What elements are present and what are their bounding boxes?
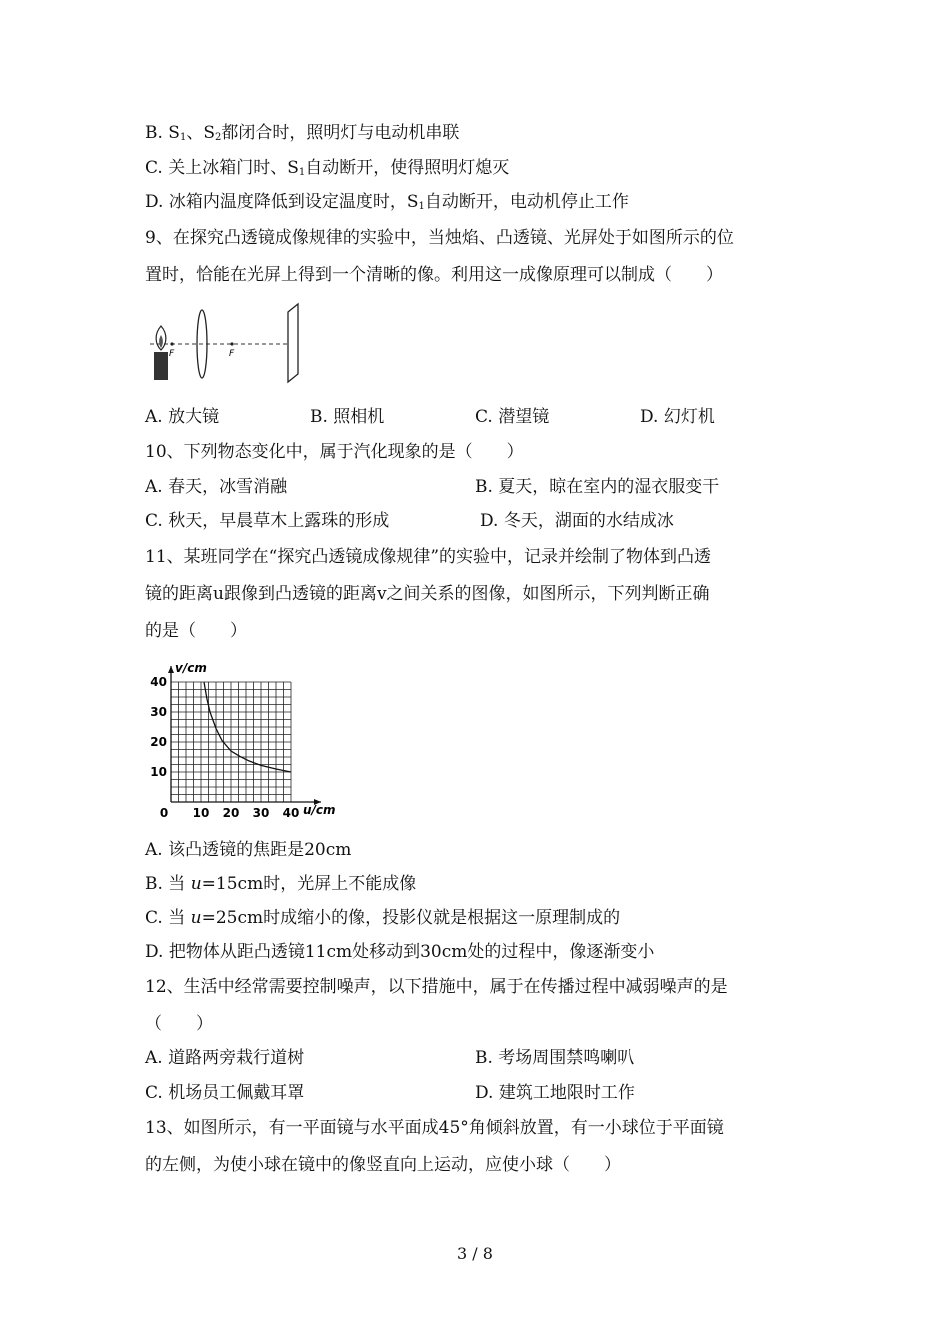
q10-option-a: A. 春天，冰雪消融 [145,477,288,497]
y-tick-label: 30 [150,705,167,719]
q8-option-d-rest: 自动断开，电动机停止工作 [424,192,629,212]
focal-label-left: F [169,349,175,359]
q9-option-a: A. 放大镜 [145,407,220,427]
q12-stem-line-1: 12、生活中经常需要控制噪声，以下措施中，属于在传播过程中减弱噪声的是 [145,977,728,997]
focal-point-right [230,342,233,345]
page-number: 3 / 8 [457,1244,493,1263]
q9-option-b: B. 照相机 [310,407,385,427]
y-tick-label: 20 [150,735,167,749]
focal-label-right: F [229,349,235,359]
q13-stem-line-2: 的左侧，为使小球在镜中的像竖直向上运动，应使小球（ ） [145,1155,621,1175]
y-axis-arrow [168,666,174,673]
q11-option-b-post: =15cm时，光屏上不能成像 [201,874,417,894]
q8-option-c [145,156,509,185]
q8-option-c-prefix: C. 关上冰箱门时、S [145,158,299,178]
q11-stem-line-3: 的是（ ） [145,621,247,641]
q11-stem-line-1: 11、某班同学在“探究凸透镜成像规律”的实验中，记录并绘制了物体到凸透 [145,547,712,567]
light-screen [288,304,298,382]
q11-option-c [145,906,620,930]
q12-option-b: B. 考场周围禁鸣喇叭 [475,1048,635,1068]
q11-option-c-post: =25cm时成缩小的像，投影仪就是根据这一原理制成的 [201,908,621,928]
q12-option-d: D. 建筑工地限时工作 [475,1083,635,1103]
candle-body [154,352,168,380]
q8-option-b-prefix: B. S [145,123,180,143]
q11-option-d: D. 把物体从距凸透镜11cm处移动到30cm处的过程中，像逐渐变小 [145,942,655,962]
q10-option-c: C. 秋天，早晨草木上露珠的形成 [145,511,390,531]
subscript-1: 1 [179,132,187,143]
q10-stem: 10、下列物态变化中，属于汽化现象的是（ ） [145,442,524,462]
q9-option-c: C. 潜望镜 [475,407,550,427]
variable-u: u [190,908,202,928]
subscript-1: 1 [418,201,425,212]
q8-option-b [145,121,459,150]
q10-option-b: B. 夏天，晾在室内的湿衣服变干 [475,477,720,497]
variable-u: u [190,874,202,894]
q8-option-c-rest: 自动断开，使得照明灯熄灭 [305,158,510,178]
focal-point-left [170,342,173,345]
q9-lens-figure [148,302,328,388]
q11-stem-line-2: 镜的距离u跟像到凸透镜的距离v之间关系的图像，如图所示，下列判断正确 [145,584,710,604]
q9-option-d: D. 幻灯机 [640,407,715,427]
x-tick-label: 40 [282,806,300,820]
q8-option-b-mid: 、S [186,123,215,143]
q8-option-d-prefix: D. 冰箱内温度降低到设定温度时，S [145,192,419,212]
q12-option-c: C. 机场员工佩戴耳罩 [145,1083,305,1103]
q12-option-a: A. 道路两旁栽行道树 [145,1048,305,1068]
q10-option-d: D. 冬天，湖面的水结成冰 [480,511,674,531]
q12-stem-line-2: （ ） [145,1014,213,1034]
y-tick-label: 10 [150,765,167,779]
q11-option-b-pre: B. 当 [145,874,191,894]
x-axis-label: u/cm [303,803,336,817]
x-tick-label: 20 [222,806,240,820]
y-axis-label: v/cm [175,661,207,675]
q11-option-a: A. 该凸透镜的焦距是20cm [145,840,352,860]
q8-option-b-rest: 都闭合时，照明灯与电动机串联 [221,123,460,143]
q9-stem-line-1: 9、在探究凸透镜成像规律的实验中，当烛焰、凸透镜、光屏处于如图所示的位 [145,228,734,248]
origin-label: 0 [159,806,169,820]
q9-stem-line-2: 置时，恰能在光屏上得到一个清晰的像。利用这一成像原理可以制成（ ） [145,265,723,285]
q8-option-d [145,190,629,219]
x-tick-label: 10 [192,806,210,820]
y-tick-label: 40 [150,675,167,689]
q11-uv-chart [138,654,338,826]
q13-stem-line-1: 13、如图所示，有一平面镜与水平面成45°角倾斜放置，有一小球位于平面镜 [145,1118,724,1138]
subscript-1: 1 [298,167,306,178]
candle-flame-inner [159,335,163,348]
x-tick-label: 30 [252,806,270,820]
subscript-2: 2 [214,132,222,143]
q11-option-c-pre: C. 当 [145,908,191,928]
q11-option-b [145,872,416,896]
